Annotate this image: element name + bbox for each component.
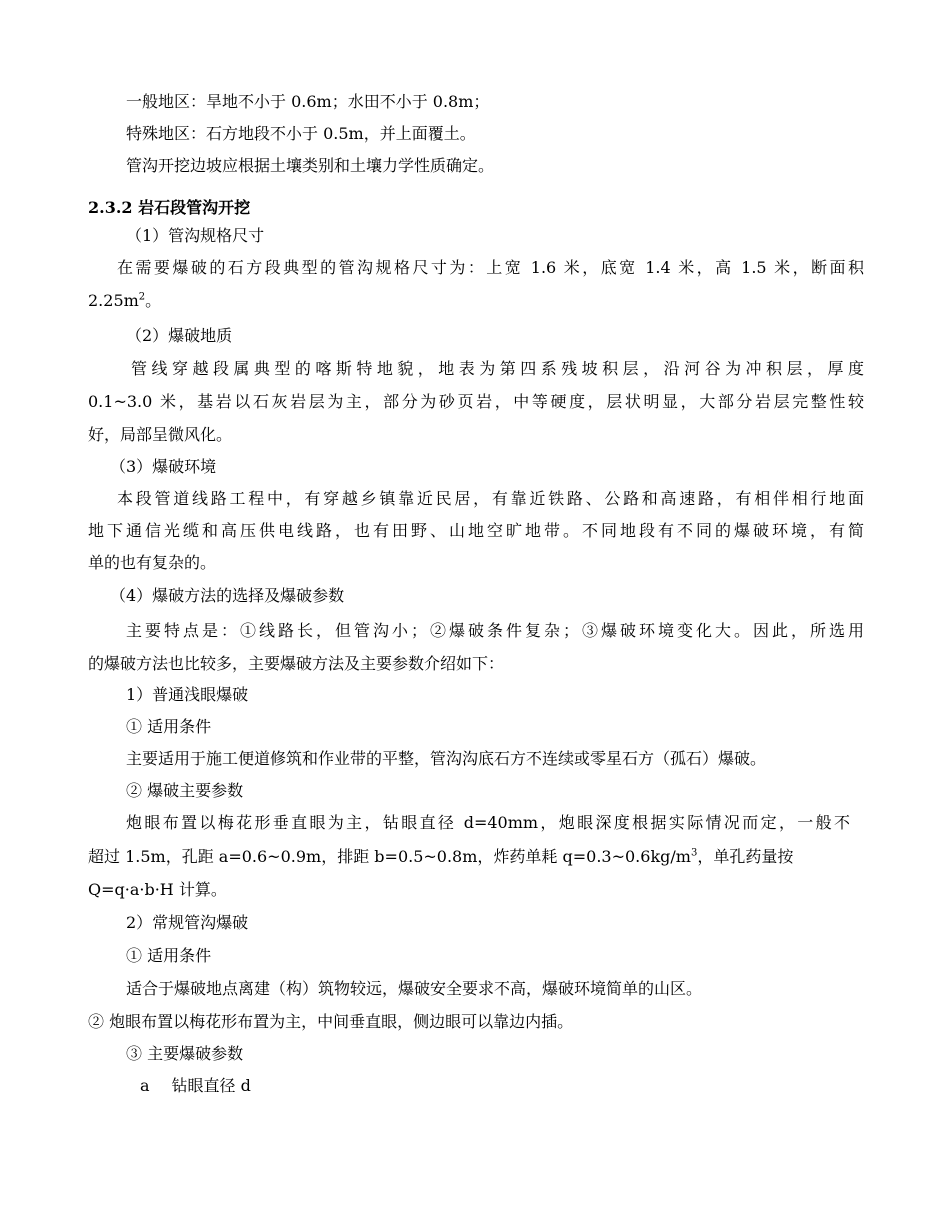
paragraph-line xyxy=(88,847,864,867)
list-heading: ② 爆破主要参数 xyxy=(126,781,244,800)
paragraph-line: 本段管道线路工程中，有穿越乡镇靠近民居，有靠近铁路、公路和高速路，有相伴相行地面 xyxy=(117,489,864,508)
parameter-text: 超过 1.5m，孔距 a=0.6~0.9m，排距 b=0.5~0.8m，炸药单耗 q=0.3~0.6kg/m xyxy=(88,847,691,866)
list-heading: ③ 主要爆破参数 xyxy=(126,1044,244,1063)
paragraph-line: 0.1~3.0 米，基岩以石灰岩层为主，部分为砂页岩，中等硬度，层状明显，大部分岩层完整性较 xyxy=(88,392,864,411)
paragraph-line: 适合于爆破地点离建（构）筑物较远，爆破安全要求不高，爆破环境简单的山区。 xyxy=(126,979,703,998)
paragraph-line: 主要特点是：①线路长，但管沟小；②爆破条件复杂；③爆破环境变化大。因此，所选用 xyxy=(126,621,864,640)
list-marker: a xyxy=(140,1076,150,1095)
list-heading: ① 适用条件 xyxy=(126,717,212,736)
paragraph-line: 单的也有复杂的。 xyxy=(88,553,217,572)
subsection-heading: （1）管沟规格尺寸 xyxy=(126,226,265,245)
paragraph-line: 管线穿越段属典型的喀斯特地貌，地表为第四系残坡积层，沿河谷为冲积层，厚度 xyxy=(131,359,864,378)
paragraph-line: ② 炮眼布置以梅花形布置为主，中间垂直眼，侧边眼可以靠边内插。 xyxy=(88,1012,574,1031)
subsection-heading: （3）爆破环境 xyxy=(110,457,217,476)
paragraph-line: 的爆破方法也比较多，主要爆破方法及主要参数介绍如下： xyxy=(88,654,505,673)
section-heading: 2.3.2 岩石段管沟开挖 xyxy=(88,198,251,217)
sentence-end: 。 xyxy=(145,291,162,310)
area-value: 2.25m xyxy=(88,291,139,310)
list-heading: 2）常规管沟爆破 xyxy=(126,913,249,932)
formula-line: Q=q·a·b·H 计算。 xyxy=(88,880,227,899)
paragraph-line: 在需要爆破的石方段典型的管沟规格尺寸为：上宽 1.6 米，底宽 1.4 米，高 1.5 米，断面积 xyxy=(117,258,864,277)
list-item xyxy=(140,1076,916,1096)
paragraph-line: 好，局部呈微风化。 xyxy=(88,425,233,444)
paragraph-line xyxy=(88,291,864,311)
text-line: 特殊地区：石方地段不小于 0.5m，并上面覆土。 xyxy=(126,124,476,143)
area-unit-exponent: 2 xyxy=(138,291,146,303)
unit-exponent: 3 xyxy=(690,847,698,859)
list-heading: 1）普通浅眼爆破 xyxy=(126,685,249,704)
parameter-text-tail: ，单孔药量按 xyxy=(697,847,794,866)
list-heading: ① 适用条件 xyxy=(126,946,212,965)
text-line: 一般地区：旱地不小于 0.6m；水田不小于 0.8m； xyxy=(126,92,490,111)
subsection-heading: （4）爆破方法的选择及爆破参数 xyxy=(110,586,345,605)
list-item-text: 钻眼直径 d xyxy=(171,1076,251,1095)
paragraph-line: 炮眼布置以梅花形垂直眼为主，钻眼直径 d=40mm，炮眼深度根据实际情况而定，一般不 xyxy=(126,813,850,832)
paragraph-line: 地下通信光缆和高压供电线路，也有田野、山地空旷地带。不同地段有不同的爆破环境，有简 xyxy=(88,521,864,540)
paragraph-line: 主要适用于施工便道修筑和作业带的平整，管沟沟底石方不连续或零星石方（孤石）爆破。 xyxy=(126,749,767,768)
text-line: 管沟开挖边坡应根据土壤类别和土壤力学性质确定。 xyxy=(126,156,495,175)
subsection-heading: （2）爆破地质 xyxy=(126,326,233,345)
